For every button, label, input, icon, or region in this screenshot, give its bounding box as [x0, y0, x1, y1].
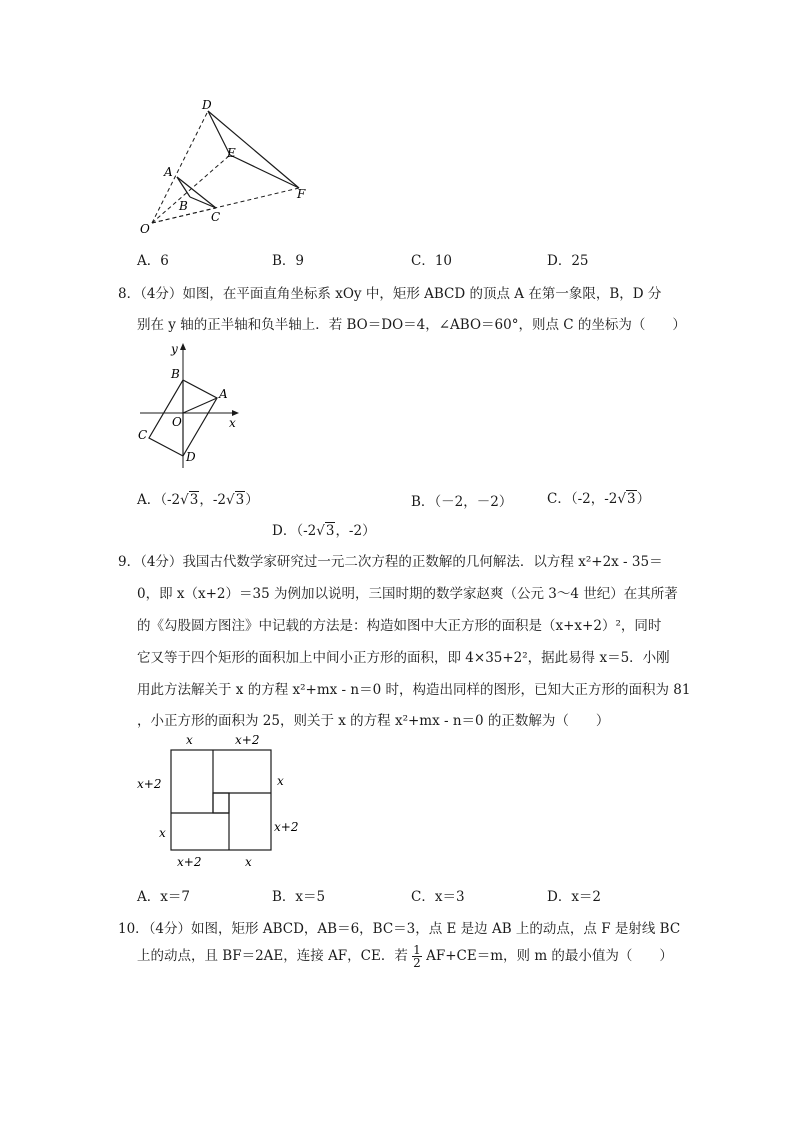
sqrt-radicand: 3 — [189, 492, 199, 508]
q9-option-b[interactable]: B．x＝5 — [272, 889, 326, 905]
label-right-top: x — [277, 774, 284, 788]
q8-option-a-mid: ，-2 — [199, 492, 227, 508]
q9-score: （4分） — [140, 554, 183, 570]
sqrt-radicand: 3 — [235, 492, 245, 508]
label-F: F — [297, 187, 306, 201]
q8-option-d-prefix: D．（-2 — [272, 523, 317, 539]
q8-option-c-suffix: ） — [636, 491, 651, 507]
label-C: C — [138, 428, 148, 442]
label-right-bottom: x+2 — [274, 820, 299, 834]
label-left-top: x+2 — [137, 777, 162, 791]
q9-option-c[interactable]: C．x＝3 — [411, 889, 465, 905]
q9-line-2: 0，即 x（x+2）＝35 为例加以说明，三国时期的数学家赵爽（公元 3～4 世纪）在其所著 — [137, 586, 678, 602]
sqrt-sign: √ — [226, 492, 235, 508]
figure-q8-coordinate — [135, 340, 255, 475]
label-E: E — [227, 146, 236, 160]
q9-line-1 — [118, 550, 663, 570]
q9-text-1: 我国古代数学家研究过一元二次方程的正数解的几何解法．以方程 x²+2x - 35＝ — [182, 554, 663, 570]
label-B: B — [179, 199, 188, 213]
q8-option-a[interactable] — [137, 488, 259, 508]
fraction-denominator: 2 — [413, 956, 421, 970]
sqrt-sign: √ — [316, 523, 325, 539]
q10-text-1: 如图，矩形 ABCD，AB＝6，BC＝3，点 E 是边 AB 上的动点，点 F 是射线 BC — [191, 921, 681, 937]
q10-text-2-pre: 上的动点，且 BF＝2AE，连接 AF，CE．若 — [137, 948, 408, 964]
segment-EF — [230, 155, 299, 188]
q8-option-a-prefix: A．（-2 — [137, 492, 181, 508]
q10-text-2-post: AF+CE＝m，则 m 的最小值为（ ） — [426, 948, 673, 964]
sqrt-radicand: 3 — [627, 491, 636, 507]
fraction-numerator: 1 — [413, 943, 421, 957]
fraction-one-half — [412, 944, 422, 969]
label-B: B — [171, 367, 180, 381]
segment-AB — [177, 177, 190, 197]
label-C: C — [211, 210, 221, 224]
q8-option-b[interactable]: B．（－2，－2） — [411, 494, 513, 510]
q10-number: 10． — [118, 921, 149, 937]
label-top-left: x — [186, 733, 193, 747]
q8-number: 8． — [118, 286, 141, 302]
q7-option-a[interactable]: A．6 — [137, 253, 169, 269]
q9-number: 9． — [118, 554, 141, 570]
label-top-right: x+2 — [235, 733, 260, 747]
q8-option-d[interactable] — [272, 519, 376, 539]
figure-q7-triangles — [130, 95, 330, 240]
q8-line-2: 别在 y 轴的正半轴和负半轴上．若 BO＝DO＝4，∠ABO＝60°，则点 C 的坐标为（ ） — [137, 317, 686, 333]
label-left-bottom: x — [159, 826, 166, 840]
q7-option-d[interactable]: D．25 — [547, 253, 589, 269]
segment-OA — [183, 398, 217, 413]
sqrt-sign: √ — [617, 491, 626, 507]
label-A: A — [219, 387, 228, 401]
q9-line-6: ，小正方形的面积为 25，则关于 x 的方程 x²+mx - n＝0 的正数解为（ ） — [137, 713, 610, 729]
q9-line-4: 它又等于四个矩形的面积加上中间小正方形的面积，即 4×35+2²，据此易得 x＝5．小刚 — [137, 650, 670, 666]
label-D: D — [202, 98, 212, 112]
q9-line-3: 的《勾股圆方图注》中记载的方法是：构造如图中大正方形的面积是（x+x+2）²，同时 — [137, 618, 662, 634]
sqrt-radicand: 3 — [325, 523, 335, 539]
q7-option-b[interactable]: B．9 — [272, 253, 305, 269]
q10-score: （4分） — [148, 921, 192, 937]
q9-option-d[interactable]: D．x＝2 — [547, 889, 602, 905]
label-O: O — [172, 415, 182, 429]
figure-q9-squares — [135, 730, 315, 875]
q8-option-c-prefix: C．（-2，-2 — [547, 491, 618, 507]
q7-option-c[interactable]: C．10 — [411, 253, 453, 269]
label-y: y — [171, 342, 178, 356]
label-bottom-left: x+2 — [177, 855, 202, 869]
segment-BC — [190, 197, 216, 208]
y-axis-arrow — [180, 343, 186, 350]
q8-score: （4分） — [140, 286, 183, 302]
label-x: x — [229, 416, 236, 430]
q8-line-1 — [118, 282, 661, 302]
q8-option-d-suffix: ，-2） — [335, 523, 376, 539]
segment-DF — [208, 111, 299, 188]
q8-option-c[interactable] — [547, 487, 650, 507]
small-square — [213, 793, 229, 813]
q8-text-1: 如图，在平面直角坐标系 xOy 中，矩形 ABCD 的顶点 A 在第一象限，B，D 分 — [182, 286, 662, 302]
label-A: A — [164, 165, 173, 179]
label-O: O — [140, 222, 150, 236]
q8-option-a-suffix: ） — [245, 492, 259, 508]
label-D: D — [186, 450, 196, 464]
q9-option-a[interactable]: A．x＝7 — [137, 889, 190, 905]
big-square — [171, 750, 271, 850]
q10-line-1 — [118, 917, 680, 937]
q9-line-5: 用此方法解关于 x 的方程 x²+mx - n＝0 时，构造出同样的图形，已知大正方形的面积为 81 — [137, 682, 691, 698]
q10-line-2 — [137, 944, 673, 969]
label-bottom-right: x — [245, 855, 252, 869]
sqrt-sign: √ — [180, 492, 189, 508]
